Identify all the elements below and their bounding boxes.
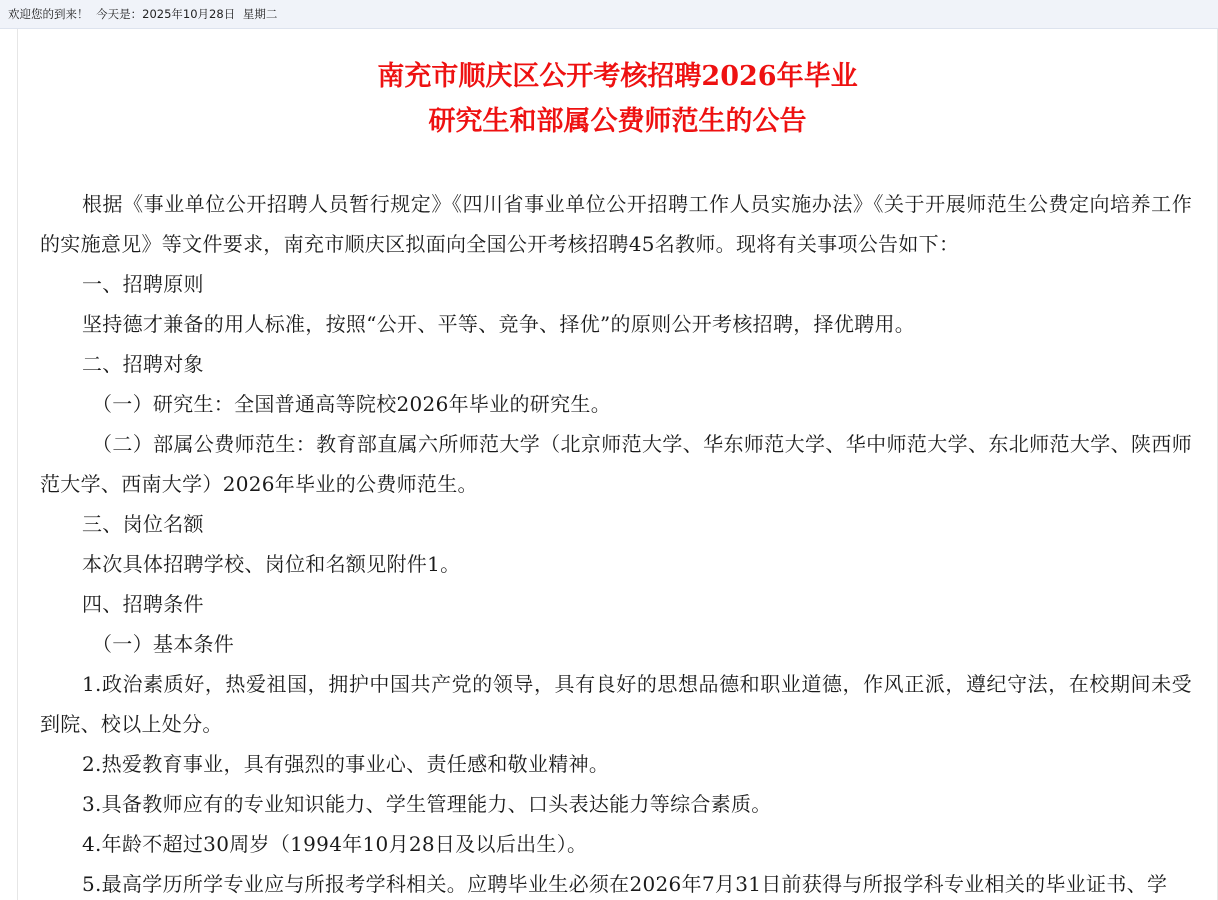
target-graduate-paragraph: （一）研究生：全国普通高等院校2026年毕业的研究生。 bbox=[92, 392, 611, 416]
condition-item-2: 2.热爱教育事业，具有强烈的事业心、责任感和敬业精神。 bbox=[82, 752, 610, 776]
condition-item-5: 5.最高学历所学专业应与所报考学科相关。应聘毕业生必须在2026年7月31日前获得与所报学科专业相关的毕业证书、学 bbox=[82, 872, 1168, 896]
article-title-line-1: 南充市顺庆区公开考核招聘2026年毕业 bbox=[377, 61, 858, 92]
section-heading-conditions: 四、招聘条件 bbox=[82, 592, 204, 616]
top-bar bbox=[0, 0, 1218, 29]
section-heading-principle: 一、招聘原则 bbox=[82, 272, 204, 296]
subsection-heading-basic: （一）基本条件 bbox=[92, 632, 235, 656]
current-date: 2025年10月28日 bbox=[142, 7, 236, 21]
current-weekday: 星期二 bbox=[242, 7, 278, 21]
section-heading-positions: 三、岗位名额 bbox=[82, 512, 204, 536]
today-label: 今天是： bbox=[96, 7, 143, 21]
condition-item-1: 1.政治素质好，热爱祖国，拥护中国共产党的领导，具有良好的思想品德和职业道德，作风正派，遵纪守法，在校期间未受到院、校以上处分。 bbox=[40, 672, 1192, 736]
welcome-message bbox=[8, 6, 281, 22]
article-content bbox=[17, 29, 1218, 900]
condition-item-4: 4.年龄不超过30周岁（1994年10月28日及以后出生）。 bbox=[82, 832, 588, 856]
positions-paragraph: 本次具体招聘学校、岗位和名额见附件1。 bbox=[82, 552, 461, 576]
condition-item-3: 3.具备教师应有的专业知识能力、学生管理能力、口头表达能力等综合素质。 bbox=[82, 792, 772, 816]
intro-paragraph: 根据《事业单位公开招聘人员暂行规定》《四川省事业单位公开招聘工作人员实施办法》《关于开展师范生公费定向培养工作的实施意见》等文件要求，南充市顺庆区拟面向全国公开考核招聘45名教师。现将有关事项公告如下： bbox=[40, 192, 1192, 256]
article-title-line-2: 研究生和部属公费师范生的公告 bbox=[428, 106, 807, 137]
target-normal-student-paragraph: （二）部属公费师范生：教育部直属六所师范大学（北京师范大学、华东师范大学、华中师范大学、东北师范大学、陕西师范大学、西南大学）2026年毕业的公费师范生。 bbox=[40, 432, 1192, 496]
principle-paragraph: 坚持德才兼备的用人标准，按照“公开、平等、竞争、择优”的原则公开考核招聘，择优聘用。 bbox=[82, 312, 916, 336]
welcome-text: 欢迎您的到来！ bbox=[8, 7, 89, 21]
section-heading-target: 二、招聘对象 bbox=[82, 352, 204, 376]
